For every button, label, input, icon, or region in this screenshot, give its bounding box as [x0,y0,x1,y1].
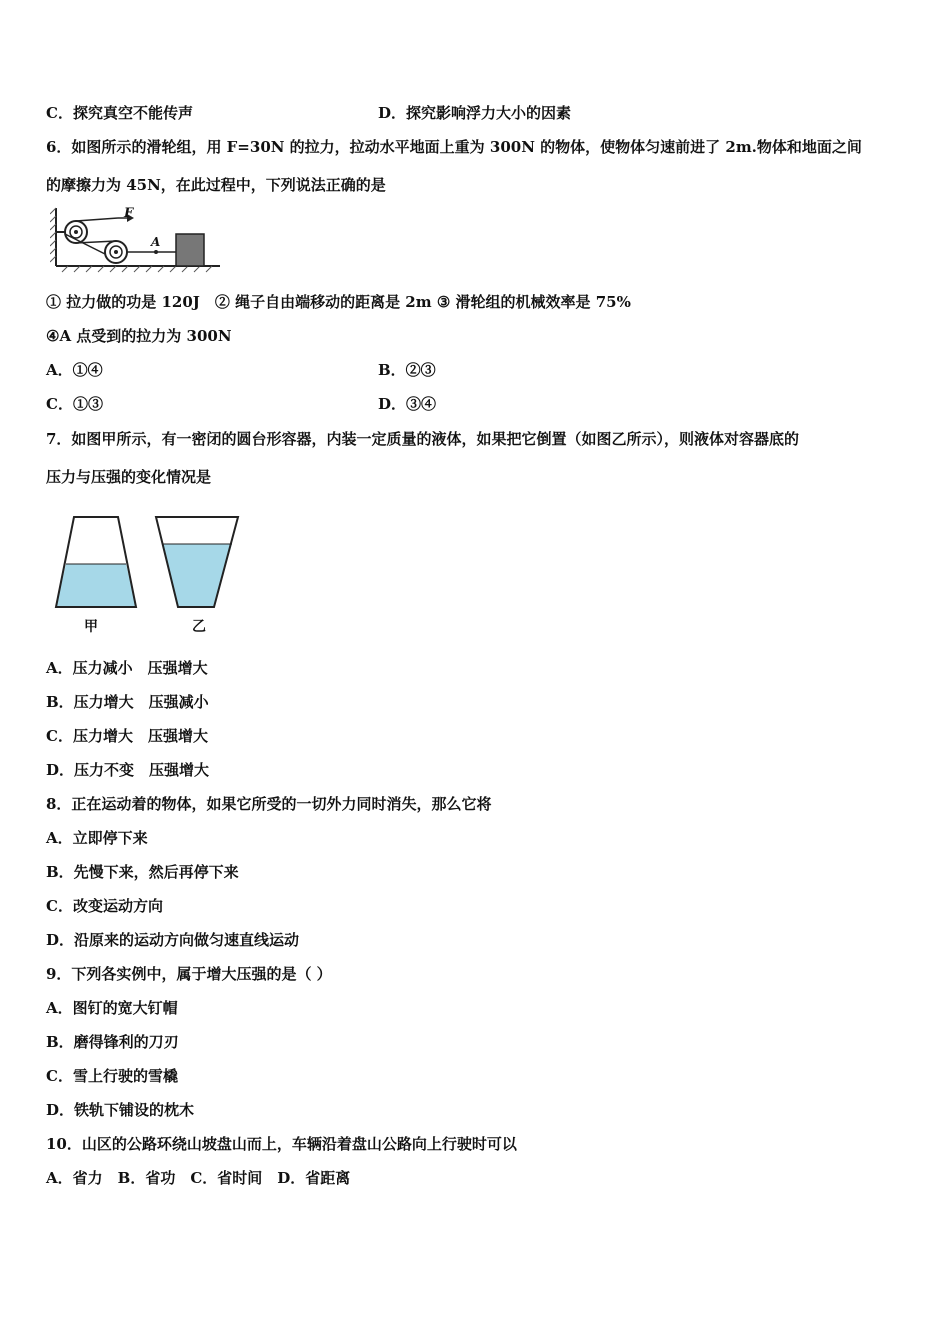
q8-option-c: C．改变运动方向 [46,897,163,915]
q9-option-c: C．雪上行驶的雪橇 [46,1067,178,1085]
q10-stem: 10．山区的公路环绕山坡盘山而上，车辆沿着盘山公路向上行驶时可以 [46,1135,517,1153]
figure-label-yi: 乙 [192,619,206,635]
q6-statements-line2: ④A 点受到的拉力为 300N [46,327,232,345]
point-a-marker [154,250,158,254]
q6-option-d: D．③④ [378,395,437,413]
block [176,234,204,266]
q8-stem: 8．正在运动着的物体，如果它所受的一切外力同时消失，那么它将 [46,795,492,813]
force-label: F [124,206,134,221]
q10-options: A．省力 B．省功 C．省时间 D．省距离 [46,1169,351,1187]
q7-option-c: C．压力增大 压强增大 [46,727,208,745]
q5-option-d: D．探究影响浮力大小的因素 [378,104,572,122]
q6-option-a: A．①④ [46,361,103,379]
q8-option-b: B．先慢下来，然后再停下来 [46,863,239,881]
q7-option-a: A．压力减小 压强增大 [46,659,208,677]
q8-option-a: A．立即停下来 [46,829,148,847]
q9-stem: 9．下列各实例中，属于增大压强的是（ ） [46,965,332,983]
q6-statements-line1: ① 拉力做的功是 120J ② 绳子自由端移动的距离是 2m ③ 滑轮组的机械效率是 75% [46,293,631,311]
q7-stem-line2: 压力与压强的变化情况是 [46,468,212,486]
point-a-label: A [151,235,161,249]
q8-option-d: D．沿原来的运动方向做匀速直线运动 [46,931,300,949]
q6-stem-line1: 6．如图所示的滑轮组，用 F=30N 的拉力，拉动水平地面上重为 300N 的物体，使物体匀速前进了 2m.物体和地面之间 [46,138,862,156]
q7-option-b: B．压力增大 压强减小 [46,693,209,711]
q7-stem-line1: 7．如图甲所示，有一密闭的圆台形容器，内装一定质量的液体，如果把它倒置（如图乙所示），则液体对容器底的 [46,430,799,448]
q6-stem-line2: 的摩擦力为 45N，在此过程中，下列说法正确的是 [46,176,386,194]
q9-option-d: D．铁轨下铺设的枕木 [46,1101,195,1119]
liquid-left [56,564,136,607]
q7-option-d: D．压力不变 压强增大 [46,761,210,779]
figure-label-jia: 甲 [84,619,98,635]
q9-option-a: A．图钉的宽大钉帽 [46,999,178,1017]
pulley-system-figure [50,202,225,274]
container-figure [50,512,245,612]
q5-option-c: C．探究真空不能传声 [46,104,193,122]
q6-option-b: B．②③ [378,361,436,379]
q9-option-b: B．磨得锋利的刀刃 [46,1033,179,1051]
q6-option-c: C．①③ [46,395,103,413]
